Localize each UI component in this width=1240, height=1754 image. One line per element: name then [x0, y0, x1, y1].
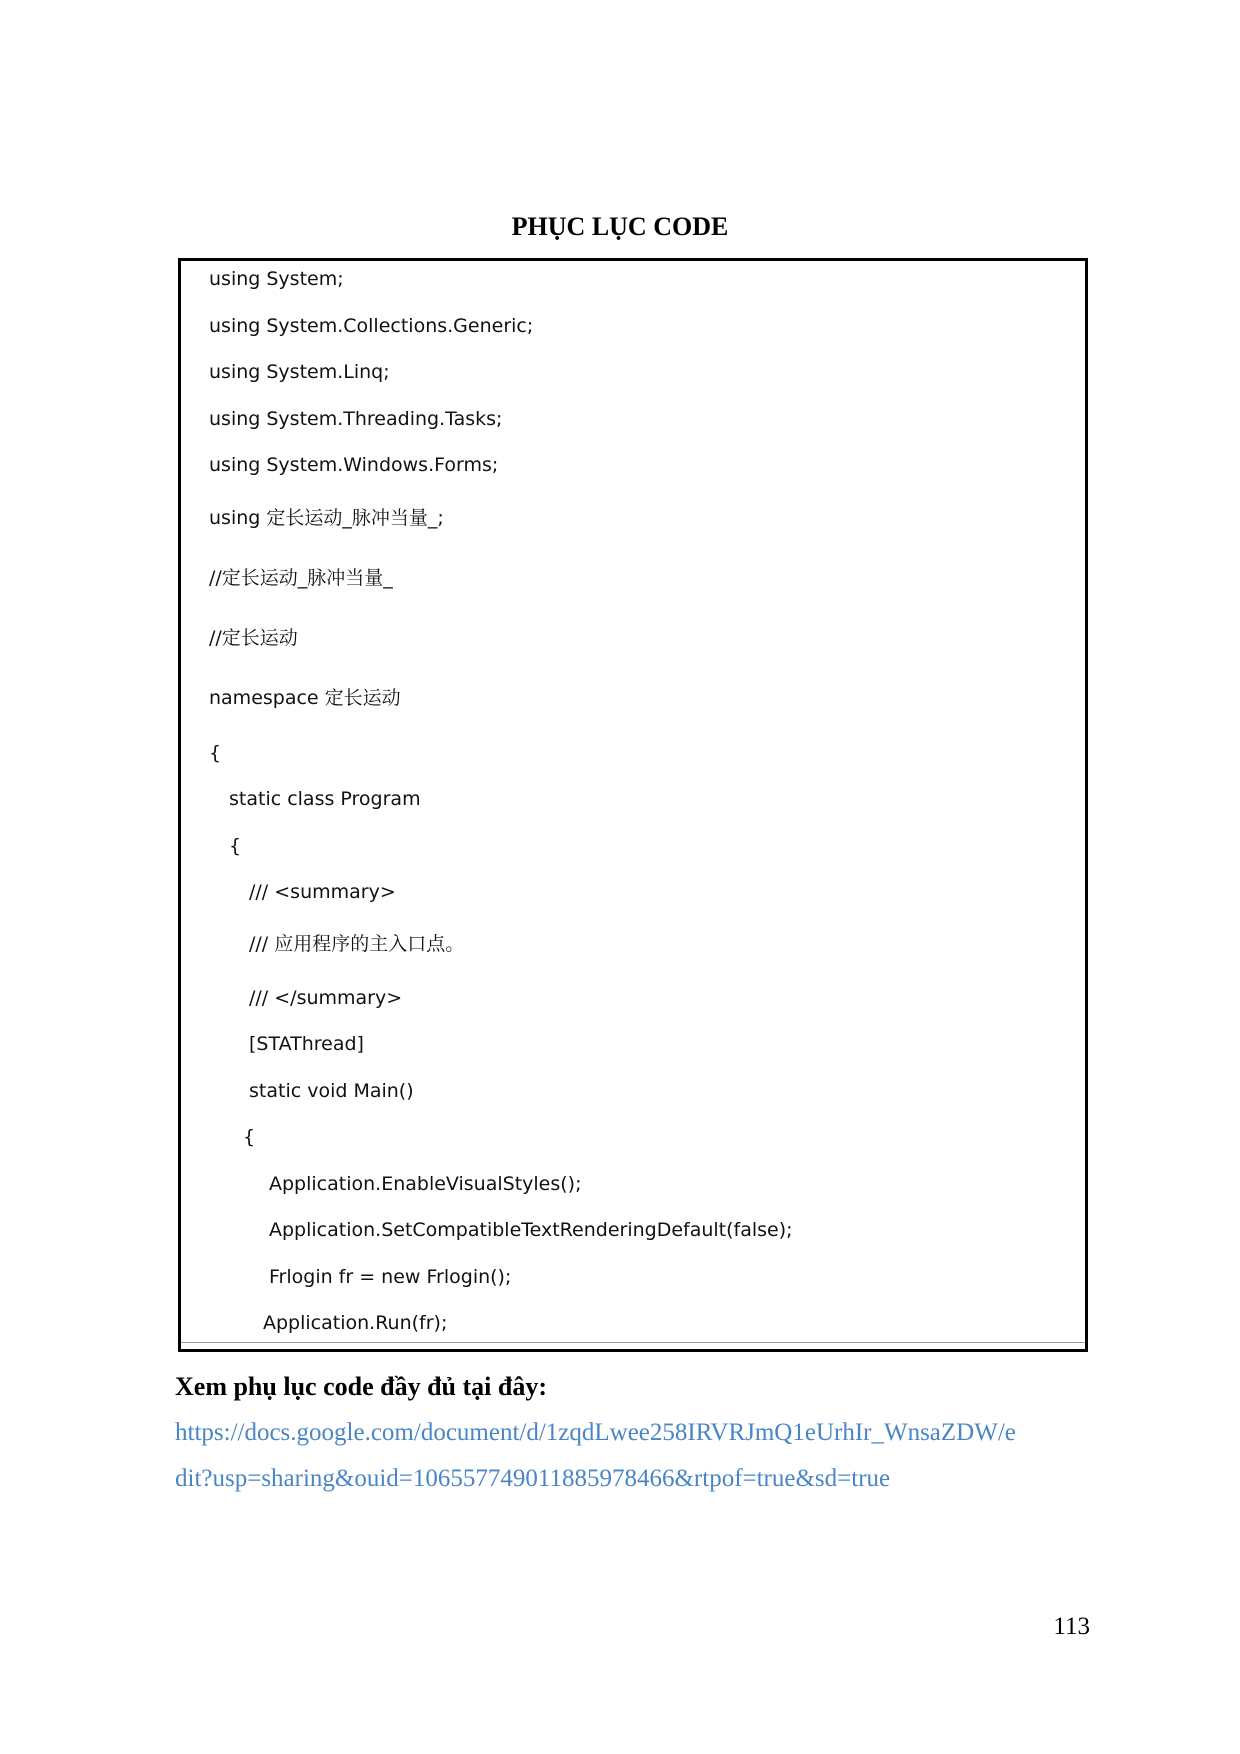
code-line: //定长运动_脉冲当量_ [209, 567, 393, 589]
code-line: Application.SetCompatibleTextRenderingDefault(false); [269, 1219, 793, 1241]
code-link-line-2[interactable]: dit?usp=sharing&ouid=106557749011885978466&rtpof=true&sd=true [175, 1465, 891, 1492]
code-line: using System.Linq; [209, 361, 390, 383]
code-line: Application.Run(fr); [263, 1312, 448, 1334]
code-line: using System.Collections.Generic; [209, 315, 534, 337]
code-line: //定长运动 [209, 627, 298, 649]
code-link-line-1[interactable]: https://docs.google.com/document/d/1zqdLwee258IRVRJmQ1eUrhIr_WnsaZDW/e [175, 1419, 1016, 1446]
code-line: /// 应用程序的主入口点。 [249, 933, 465, 955]
code-block [178, 258, 1088, 1352]
code-line: /// <summary> [249, 881, 396, 903]
code-line: { [229, 835, 242, 857]
code-line: using System.Threading.Tasks; [209, 408, 503, 430]
code-line: using 定长运动_脉冲当量_; [209, 507, 444, 529]
code-line: Application.EnableVisualStyles(); [269, 1173, 582, 1195]
page-number: 113 [1053, 1613, 1090, 1640]
code-line: static class Program [229, 788, 421, 810]
code-line: static void Main() [249, 1080, 414, 1102]
code-line: namespace 定长运动 [209, 687, 401, 709]
code-line: [STAThread] [249, 1033, 364, 1055]
code-line: { [243, 1126, 256, 1148]
page-title: PHỤC LỤC CODE [511, 212, 729, 241]
code-block-bottom-rule [181, 1342, 1085, 1343]
code-line: /// </summary> [249, 987, 403, 1009]
code-line: using System.Windows.Forms; [209, 454, 499, 476]
code-line: { [209, 742, 222, 764]
see-more-label: Xem phụ lục code đầy đủ tại đây: [175, 1372, 547, 1401]
code-line: Frlogin fr = new Frlogin(); [269, 1266, 512, 1288]
code-line: using System; [209, 268, 344, 290]
